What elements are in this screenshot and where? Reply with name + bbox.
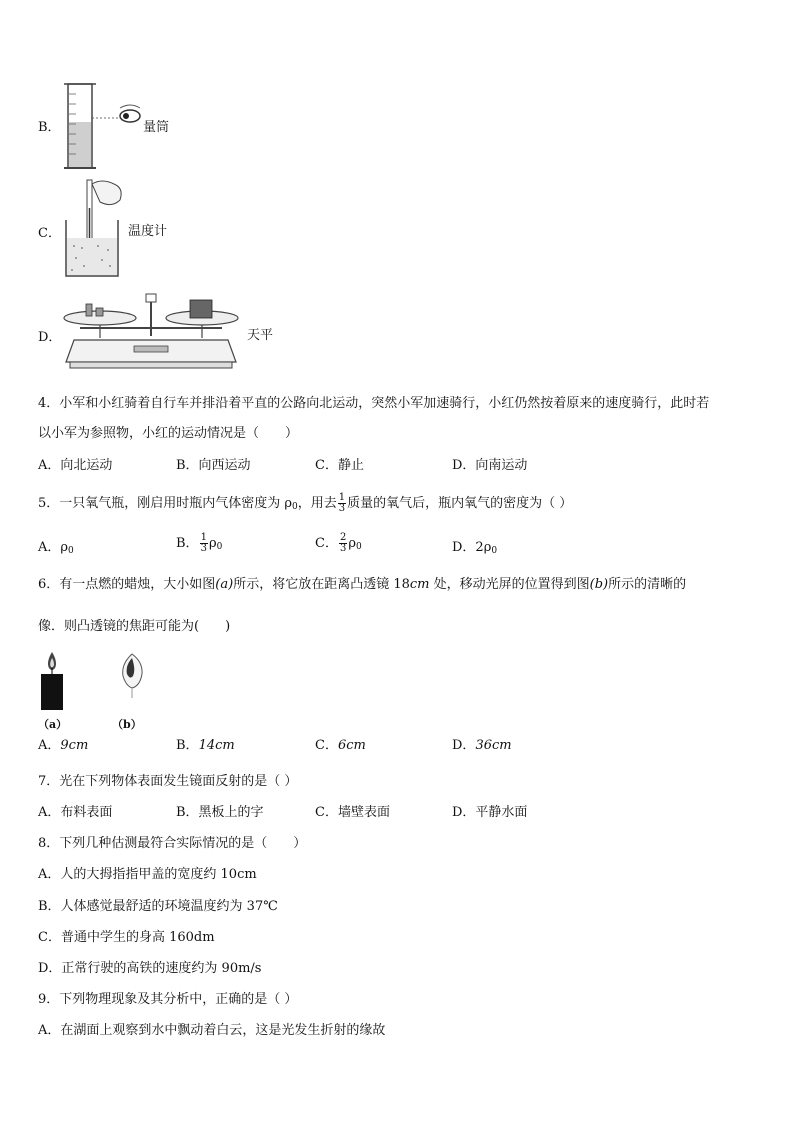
q4-stem-line2: 以小军为参照物，小红的运动情况是（ ） (38, 426, 299, 441)
q8-option-b: B．人体感觉最舒适的环境温度约为 37℃ (38, 899, 278, 914)
q5-option-c-den: 3 (339, 543, 347, 554)
q8-option-d: D．正常行驶的高铁的速度约为 90m/s (38, 961, 262, 976)
q6-stem-line1 (38, 577, 686, 593)
q6-option-a-letter: A． (38, 738, 61, 753)
q5-option-b-den: 3 (200, 543, 207, 554)
q5-option-c-letter: C． (315, 536, 338, 551)
q6-option-c-letter: C． (315, 738, 338, 753)
q5-option-c-fraction (339, 533, 347, 554)
q6-stem-part3: 处，移动光屏的位置得到图 (429, 577, 590, 592)
q4-option-d: D．向南运动 (452, 458, 528, 473)
q8-option-a: A．人的大拇指指甲盖的宽度约 10cm (38, 867, 257, 882)
option-b-letter: B． (38, 120, 61, 135)
q5-option-c-sub: 0 (355, 542, 362, 552)
q6-unit-cm: cm (409, 577, 430, 592)
figure-b-caption: （b） (112, 718, 142, 731)
thermometer-label: 温度计 (128, 224, 168, 239)
q5-stem-sub: 0 (292, 502, 298, 512)
q7-option-c: C．墙壁表面 (315, 805, 390, 820)
figure-a-caption: （a） (38, 718, 68, 731)
q5-option-c (315, 532, 362, 559)
q6-option-d-letter: D． (452, 738, 476, 753)
q5-option-a-sub: 0 (68, 546, 74, 556)
q9-stem: 9．下列物理现象及其分析中，正确的是（ ） (38, 992, 298, 1007)
q6-stem-part2: 所示，将它放在距离凸透镜 18 (233, 577, 410, 592)
q6-stem-part1: 6．有一点燃的蜡烛，大小如图 (38, 577, 216, 592)
q5-option-b-fraction (200, 533, 208, 554)
q6-option-b-letter: B． (176, 738, 199, 753)
q5-option-d-sub: 0 (491, 546, 498, 556)
q6-option-b-value: 14 (198, 738, 216, 753)
q6-option-c (315, 738, 366, 754)
q5-fraction-num: 1 (338, 492, 346, 503)
q6-stem-part4: 所示的清晰的 (608, 577, 687, 592)
q6-option-a-unit: cm (68, 738, 89, 753)
q5-fraction-den: 3 (338, 503, 346, 514)
q7-option-a: A．布料表面 (38, 805, 113, 820)
option-c-letter: C． (38, 226, 61, 241)
q6-fig-ref-b: (b) (589, 577, 609, 592)
q6-option-b (176, 738, 235, 754)
q5-option-b-sub: 0 (216, 542, 223, 552)
q6-option-d-value: 36 (475, 738, 492, 753)
q5-stem (38, 492, 572, 519)
measuring-cylinder-label: 量筒 (143, 120, 170, 135)
option-d-letter: D． (38, 330, 62, 345)
q4-option-a: A．向北运动 (38, 458, 113, 473)
q5-stem-part3: 质量的氧气后，瓶内氧气的密度为（ ） (347, 496, 573, 511)
candle-figure-a (38, 648, 70, 712)
q5-option-b-rho: ρ (208, 536, 217, 551)
q5-option-b (176, 532, 222, 559)
q6-option-d-unit: cm (491, 738, 512, 753)
q5-stem-part1: 5．一只氧气瓶，刚启用时瓶内气体密度为 ρ (38, 496, 293, 511)
balance-scale-label: 天平 (247, 328, 274, 343)
q8-option-c: C．普通中学生的身高 160dm (38, 930, 215, 945)
q5-option-a (38, 536, 74, 563)
q5-option-d-text: D．2ρ (452, 540, 492, 555)
q5-option-a-text: A．ρ (38, 540, 69, 555)
q4-option-c: C．静止 (315, 458, 364, 473)
measuring-cylinder-image (62, 78, 144, 170)
q5-option-c-num: 2 (339, 532, 347, 543)
q5-option-b-letter: B． (176, 536, 199, 551)
q4-option-b: B．向西运动 (176, 458, 251, 473)
q7-option-d: D．平静水面 (452, 805, 528, 820)
q5-option-b-num: 1 (200, 532, 207, 543)
balance-scale-image (60, 288, 242, 376)
q7-stem: 7．光在下列物体表面发生镜面反射的是（ ） (38, 774, 298, 789)
candle-image-figure-b (118, 652, 148, 702)
q6-option-c-value: 6 (337, 738, 347, 753)
q6-option-c-unit: cm (346, 738, 366, 753)
q9-option-a: A．在湖面上观察到水中飘动着白云，这是光发生折射的缘故 (38, 1023, 386, 1038)
q4-stem-line1: 4．小军和小红骑着自行车并排沿着平直的公路向北运动，突然小军加速骑行，小红仍然按着原来的速度骑行，此时若 (38, 396, 710, 411)
q6-option-a-value: 9 (60, 738, 69, 753)
thermometer-image (62, 178, 128, 282)
q6-fig-ref-a: (a) (215, 577, 234, 592)
q6-stem-line2: 像．则凸透镜的焦距可能为( ) (38, 619, 231, 634)
q6-option-a (38, 738, 88, 754)
q5-stem-part2: ，用去 (297, 496, 337, 511)
q7-option-b: B．黑板上的字 (176, 805, 264, 820)
q5-option-c-rho: ρ (348, 536, 356, 551)
q6-option-b-unit: cm (215, 738, 235, 753)
q6-option-d (452, 738, 512, 754)
q5-option-d (452, 536, 497, 563)
q5-fraction (338, 493, 346, 514)
q8-stem: 8．下列几种估测最符合实际情况的是（ ） (38, 836, 307, 851)
